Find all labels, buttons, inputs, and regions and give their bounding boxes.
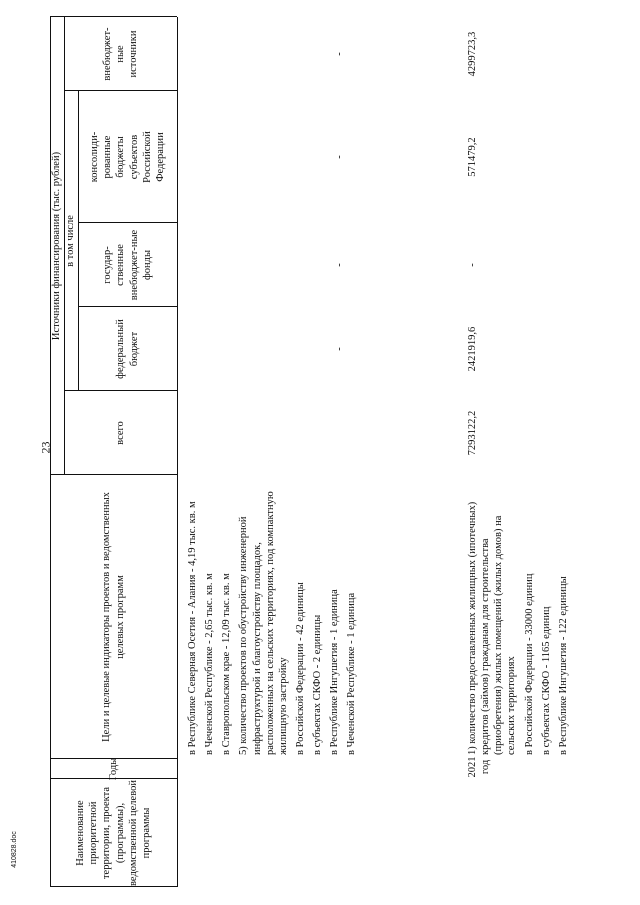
row2-regional: 571479,2 — [467, 137, 478, 177]
row2-total: 7293122,2 — [467, 410, 478, 456]
header-federal: федеральный бюджет — [115, 319, 140, 379]
row1-extrabudget: - — [334, 52, 345, 56]
indicator-line: 1) количество предоставленных жилищных (ипотечных) кредитов (займов) гражданам для строительства (приобретения) жилых помещений (жилых домов) на сельских территориях — [467, 501, 518, 755]
indicator-line: в субъектах СКФО - 1165 единиц — [540, 606, 552, 755]
header-state-funds: государ-ственные внебюджет-ные фонды — [102, 229, 153, 301]
table-row — [466, 485, 574, 755]
indicator-line: в Республике Северная Осетия - Алания - 4,19 тыс. кв. м — [187, 501, 198, 755]
indicator-line: в Республике Ингушетия - 122 единицы — [557, 576, 569, 755]
header-bottom-border — [177, 17, 178, 887]
row2-state-funds: - — [467, 263, 478, 267]
row1-regional: - — [334, 155, 345, 159]
row1-state-funds: - — [334, 263, 345, 267]
footer-code: 410828.doc — [10, 831, 18, 868]
page-number: 23 — [38, 441, 53, 454]
indicator-line: в субъектах СКФО - 2 единицы — [312, 614, 323, 755]
financing-table — [50, 17, 640, 887]
indicator-line: в Российской Федерации - 42 единицы — [294, 582, 306, 755]
header-total: всего — [114, 421, 126, 445]
header-goals: Цели и целевые индикаторы проектов и ведомственных целевых программ — [101, 492, 126, 742]
indicator-line: в Чеченской Республике - 2,65 тыс. кв. м — [204, 573, 216, 755]
indicator-line: в Республике Ингушетия - 1 единица — [329, 589, 341, 755]
row1-federal: - — [334, 347, 345, 351]
indicator-line: в Чеченской Республике - 1 единица — [346, 592, 358, 755]
header-years: Годы — [107, 757, 119, 781]
row2-extrabudget: 4299723,3 — [467, 31, 478, 77]
header-including: в том числе — [65, 215, 77, 267]
header-extrabudget: внебюджет-ные источники — [101, 27, 140, 81]
indicator-line: в Российской Федерации - 33000 единиц — [523, 573, 535, 755]
header-regional: консолиди-рованные бюджеты субъектов Российской Федерации — [89, 131, 166, 183]
indicator-line: 5) количество проектов по обустройству инженерной инфраструктурой и благоустройству площадок, расположенных на сельских территориях, под компактную жилищную застройку — [238, 491, 289, 755]
header-name: Наименование приоритетной территории, проекта (программы), ведомственной целевой программы — [75, 780, 152, 886]
indicator-line: в Ставропольском крае - 12,09 тыс. кв. м — [221, 573, 233, 755]
row2-federal: 2421919,6 — [467, 326, 478, 372]
header-financing: Источники финансирования (тыс. рублей) — [51, 151, 63, 341]
row2-year: 2021 год — [467, 756, 492, 778]
table-row — [186, 485, 362, 755]
